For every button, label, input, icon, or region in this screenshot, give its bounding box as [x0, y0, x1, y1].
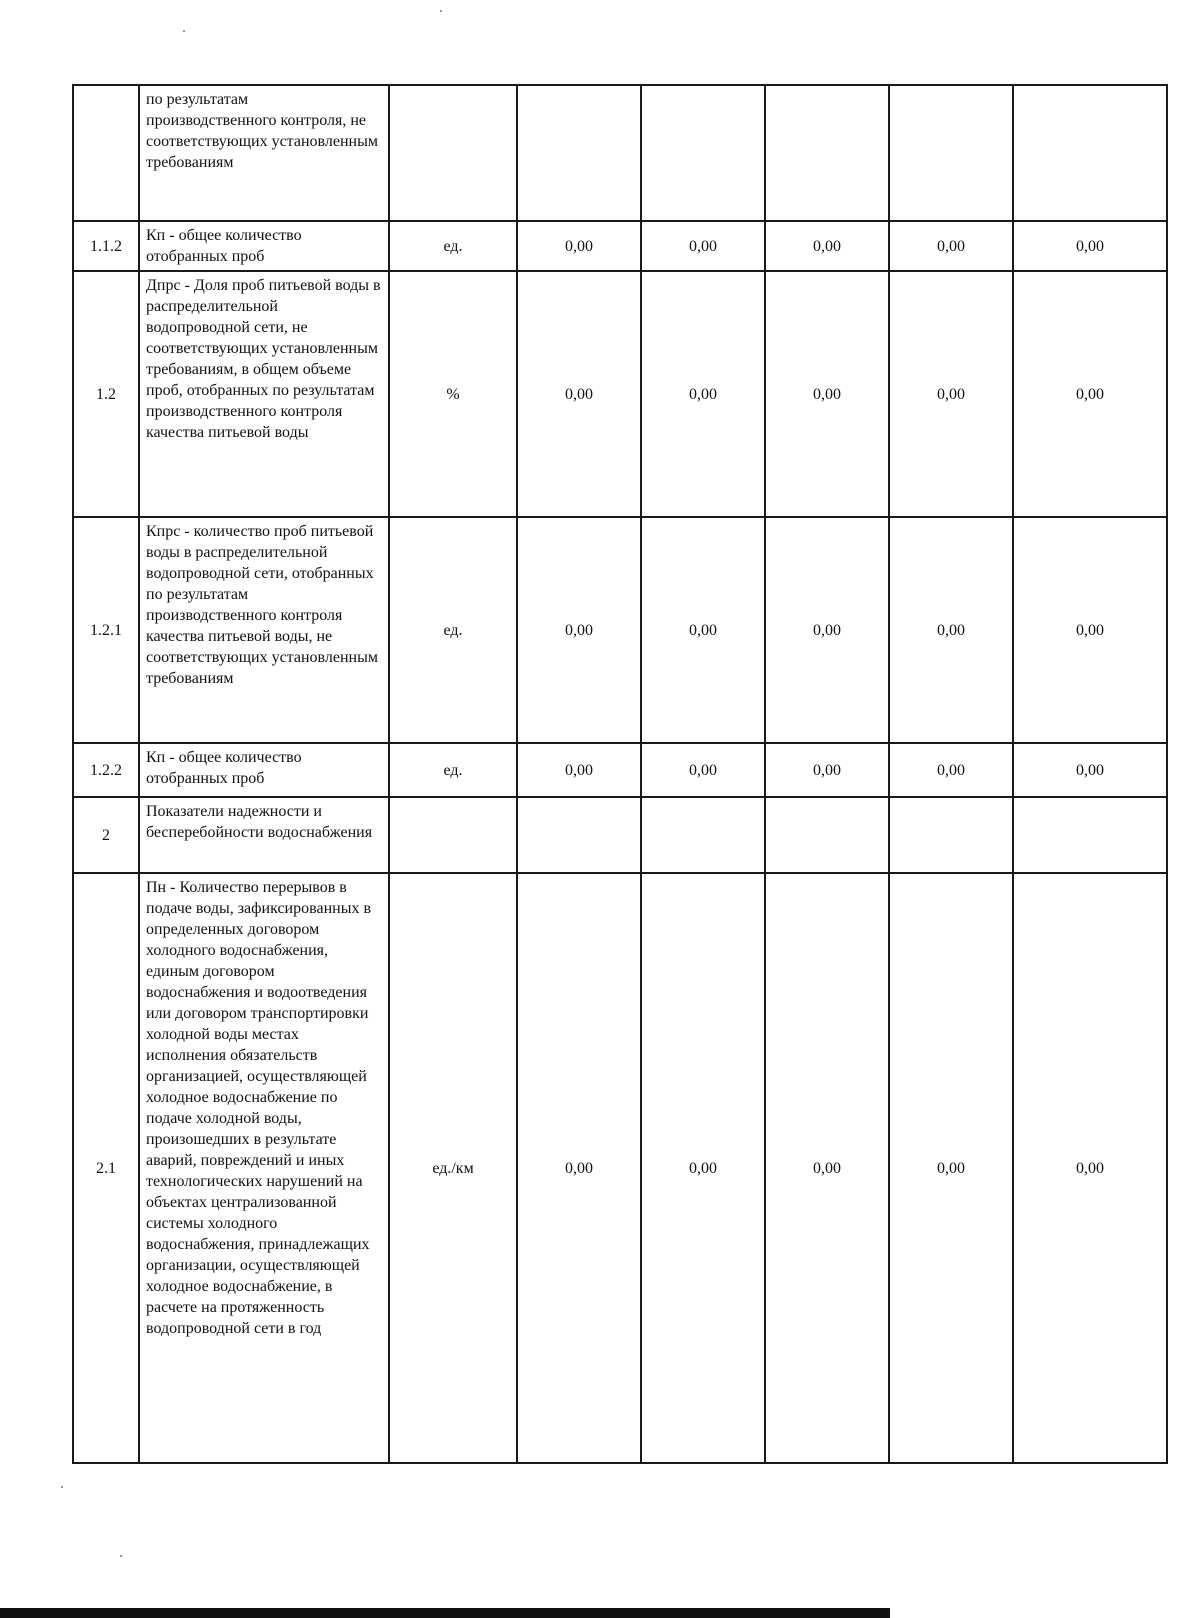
value-cell: 0,00	[517, 271, 641, 517]
value-cell: 0,00	[1013, 271, 1167, 517]
table-row	[73, 797, 1167, 873]
value-cell	[1013, 85, 1167, 221]
scan-speck	[61, 1486, 63, 1488]
table-row	[73, 517, 1167, 743]
table-row	[73, 743, 1167, 797]
row-number: 2.1	[73, 873, 139, 1463]
indicator-name: Кп - общее количество отобранных проб	[139, 743, 389, 797]
value-cell	[641, 797, 765, 873]
value-cell: 0,00	[641, 517, 765, 743]
value-cell: 0,00	[1013, 873, 1167, 1463]
value-cell	[765, 797, 889, 873]
unit-cell	[389, 797, 517, 873]
value-cell: 0,00	[889, 743, 1013, 797]
unit-cell	[389, 85, 517, 221]
row-number: 1.2.2	[73, 743, 139, 797]
value-cell: 0,00	[889, 221, 1013, 271]
value-cell: 0,00	[517, 743, 641, 797]
unit-cell: ед.	[389, 517, 517, 743]
value-cell: 0,00	[517, 873, 641, 1463]
value-cell: 0,00	[517, 221, 641, 271]
unit-cell: ед.	[389, 221, 517, 271]
value-cell: 0,00	[765, 271, 889, 517]
table-body	[73, 85, 1167, 1463]
value-cell	[517, 85, 641, 221]
indicator-name: Кпрс - количество проб питьевой воды в распределительной водопроводной сети, отобранных по результатам производственного контроля качества питьевой воды, не соответствующих установленным требованиям	[139, 517, 389, 743]
value-cell: 0,00	[765, 743, 889, 797]
value-cell: 0,00	[1013, 743, 1167, 797]
row-number: 1.2.1	[73, 517, 139, 743]
table-row	[73, 221, 1167, 271]
value-cell	[517, 797, 641, 873]
indicators-table	[72, 84, 1168, 1464]
value-cell: 0,00	[889, 271, 1013, 517]
indicator-name: Пн - Количество перерывов в подаче воды, зафиксированных в определенных договором холодного водоснабжения, единым договором водоснабжения и водоотведения или договором транспортировки холодной воды местах исполнения обязательств организацией, осуществляющей холодное водоснабжение по подаче холодной воды, произошедших в результате аварий, повреждений и иных технологических нарушений на объектах централизованной системы холодного водоснабжения, принадлежащих организации, осуществляющей холодное водоснабжение, в расчете на протяженность водопроводной сети в год	[139, 873, 389, 1463]
value-cell	[889, 797, 1013, 873]
value-cell: 0,00	[889, 873, 1013, 1463]
value-cell	[765, 85, 889, 221]
table-row	[73, 85, 1167, 221]
unit-cell: ед.	[389, 743, 517, 797]
value-cell	[1013, 797, 1167, 873]
value-cell: 0,00	[889, 517, 1013, 743]
row-number	[73, 85, 139, 221]
table-row	[73, 873, 1167, 1463]
value-cell: 0,00	[765, 873, 889, 1463]
scan-speck	[120, 1555, 122, 1557]
value-cell: 0,00	[765, 221, 889, 271]
scan-speck	[440, 10, 442, 12]
indicator-name: Кп - общее количество отобранных проб	[139, 221, 389, 271]
unit-cell: ед./км	[389, 873, 517, 1463]
value-cell: 0,00	[1013, 517, 1167, 743]
value-cell	[641, 85, 765, 221]
unit-cell: %	[389, 271, 517, 517]
indicator-name: по результатам производственного контроля, не соответствующих установленным требованиям	[139, 85, 389, 221]
value-cell: 0,00	[765, 517, 889, 743]
value-cell	[889, 85, 1013, 221]
value-cell: 0,00	[641, 743, 765, 797]
row-number: 1.2	[73, 271, 139, 517]
value-cell: 0,00	[641, 873, 765, 1463]
value-cell: 0,00	[1013, 221, 1167, 271]
row-number: 1.1.2	[73, 221, 139, 271]
value-cell: 0,00	[517, 517, 641, 743]
indicator-name: Дпрс - Доля проб питьевой воды в распределительной водопроводной сети, не соответствующих установленным требованиям, в общем объеме проб, отобранных по результатам производственного контроля качества питьевой воды	[139, 271, 389, 517]
indicator-name: Показатели надежности и бесперебойности водоснабжения	[139, 797, 389, 873]
scan-speck	[183, 30, 185, 32]
table-row	[73, 271, 1167, 517]
value-cell: 0,00	[641, 271, 765, 517]
value-cell: 0,00	[641, 221, 765, 271]
row-number: 2	[73, 797, 139, 873]
scan-edge-bar	[0, 1608, 890, 1618]
